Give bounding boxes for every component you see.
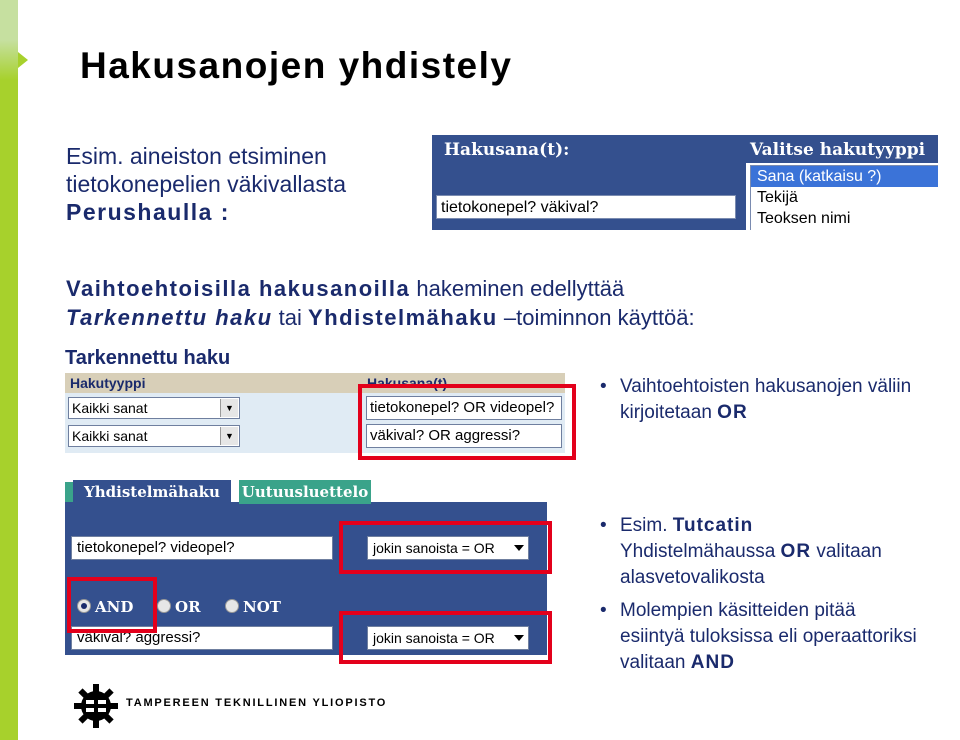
radio-icon[interactable] (225, 599, 239, 613)
bullet-1-bold: OR (717, 402, 748, 423)
intro-line-3: Perushaulla : (66, 199, 230, 225)
slide-title: Hakusanojen yhdistely (80, 45, 513, 86)
search-type-option[interactable]: Sana (katkaisu ?) (751, 166, 938, 187)
highlight-box (67, 577, 157, 633)
search-type-option[interactable]: Teoksen nimi (757, 210, 851, 227)
operator-select-value: jokin sanoista = OR (373, 630, 495, 646)
bullet-1-line-2 (620, 400, 911, 426)
gear-logo-icon (72, 682, 120, 730)
column-header-type: Hakutyyppi (70, 375, 146, 391)
text-line-2-advanced: Tarkennettu haku (66, 305, 273, 330)
bullet-3-line-1: • Molempien käsitteiden pitää (620, 600, 856, 621)
dropdown-arrow-icon[interactable]: ▼ (220, 427, 238, 445)
bullet-1-line-1: • Vaihtoehtoisten hakusanojen väliin (620, 376, 912, 397)
intro-line-2: tietokonepelien väkivallasta (66, 171, 347, 197)
text-line-2 (66, 305, 695, 331)
bullet-2 (620, 513, 882, 591)
bullet-2-line-2 (620, 539, 882, 565)
radio-icon[interactable] (157, 599, 171, 613)
combined-terms-input[interactable]: tietokonepel? videopel? (71, 536, 333, 560)
bullet-2-text: Esim. (620, 515, 673, 536)
radio-not-label: NOT (243, 598, 281, 616)
search-terms-input[interactable]: tietokonepel? OR videopel? (366, 396, 562, 420)
bullet-1-text: kirjoitetaan (620, 402, 718, 423)
text-line-1 (66, 276, 624, 302)
bullet-2-line-3: alasvetovalikosta (620, 567, 765, 588)
search-type-value: Kaikki sanat (72, 400, 148, 416)
operator-select-value: jokin sanoista = OR (373, 540, 495, 556)
intro-line-1: Esim. aineiston etsiminen (66, 143, 327, 169)
basic-search-label: Hakusana(t): (444, 140, 570, 160)
bullet-2-bold: OR (780, 541, 812, 562)
text-line-2-or: tai (272, 305, 309, 330)
bullet-3-line-2: esiintyä tuloksissa eli operaattoriksi (620, 626, 917, 647)
text-line-2-rest: –toiminnon käyttöä: (497, 305, 695, 330)
text-line-2-combined: Yhdistelmähaku (308, 305, 498, 330)
bullet-3 (620, 598, 917, 676)
advanced-search-title: Tarkennettu haku (65, 347, 231, 369)
column-header-terms: Hakusana(t) (367, 375, 448, 391)
bullet-3-text: valitaan (620, 652, 691, 673)
tab-edge (65, 482, 73, 502)
basic-search-input[interactable]: tietokonepel? väkival? (436, 195, 736, 219)
search-type-label: Valitse hakutyyppi (750, 140, 926, 160)
bullet-2-bold: Tutcatin (672, 515, 754, 536)
search-type-select[interactable] (68, 397, 240, 419)
bullet-3-line-3 (620, 650, 917, 676)
bullet-2-text: valitaan (811, 541, 882, 562)
radio-or-label: OR (175, 598, 201, 616)
highlight-box (358, 384, 576, 460)
dropdown-arrow-icon[interactable]: ▼ (220, 399, 238, 417)
search-type-value: Kaikki sanat (72, 428, 148, 444)
sidebar-accent-notch (18, 52, 28, 68)
bullet-1 (620, 374, 911, 426)
bullet-2-line-1 (620, 513, 882, 539)
combined-terms-input[interactable]: väkival? aggressi? (71, 626, 333, 650)
tab-combined-search[interactable]: Yhdistelmähaku (73, 480, 231, 504)
intro-text (66, 142, 346, 226)
bullet-2-text: Yhdistelmähaussa (620, 541, 781, 562)
text-line-1-bold: Vaihtoehtoisilla hakusanoilla (66, 276, 411, 301)
sidebar-accent-bar (0, 0, 18, 740)
university-name: TAMPEREEN TEKNILLINEN YLIOPISTO (126, 697, 388, 709)
bullet-3-bold: AND (690, 652, 735, 673)
text-line-1-rest: hakeminen edellyttää (410, 276, 625, 301)
highlight-box (339, 611, 552, 664)
search-type-select[interactable] (68, 425, 240, 447)
basic-search-screenshot (432, 135, 938, 230)
radio-not[interactable] (225, 598, 281, 616)
radio-or[interactable] (157, 598, 201, 616)
tab-new-acquisitions[interactable]: Uutuusluettelo (239, 480, 371, 504)
highlight-box (339, 521, 552, 574)
search-terms-input[interactable]: väkival? OR aggressi? (366, 424, 562, 448)
radio-and-label: AND (95, 598, 134, 616)
search-type-option[interactable]: Tekijä (757, 189, 798, 206)
search-type-list[interactable] (750, 165, 938, 230)
